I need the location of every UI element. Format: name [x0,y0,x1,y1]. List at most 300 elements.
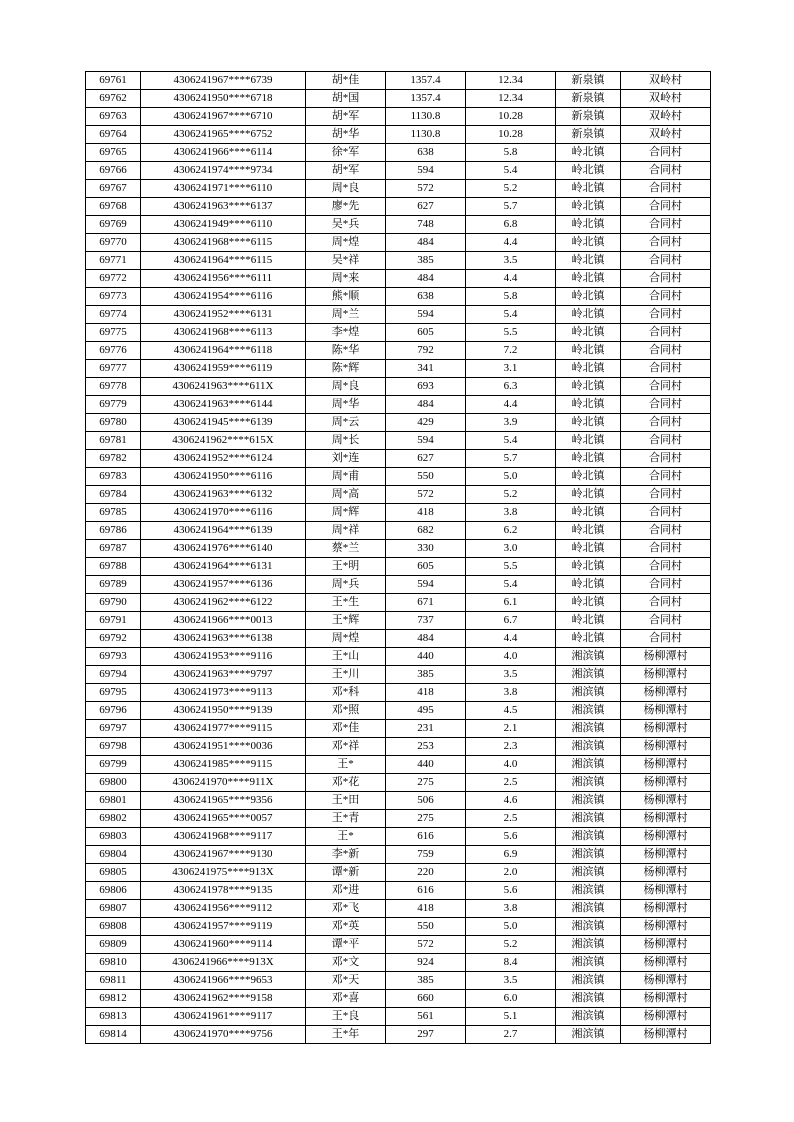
cell-town: 湘滨镇 [556,954,621,972]
cell-amount: 682 [386,522,466,540]
cell-name: 胡*国 [306,90,386,108]
cell-amount: 693 [386,378,466,396]
cell-serial: 69798 [86,738,141,756]
cell-name: 吴*祥 [306,252,386,270]
cell-village: 合同村 [621,504,711,522]
cell-area: 5.4 [466,162,556,180]
cell-area: 2.5 [466,774,556,792]
cell-area: 5.4 [466,576,556,594]
cell-town: 岭北镇 [556,558,621,576]
cell-id-number: 4306241963****6138 [141,630,306,648]
cell-town: 新泉镇 [556,126,621,144]
table-row [86,702,711,720]
cell-amount: 627 [386,198,466,216]
cell-id-number: 4306241964****6131 [141,558,306,576]
cell-area: 5.8 [466,288,556,306]
cell-amount: 253 [386,738,466,756]
cell-id-number: 4306241967****6739 [141,72,306,90]
cell-area: 7.2 [466,342,556,360]
cell-town: 岭北镇 [556,396,621,414]
cell-amount: 1357.4 [386,72,466,90]
cell-id-number: 4306241962****615X [141,432,306,450]
cell-name: 周*高 [306,486,386,504]
cell-village: 双岭村 [621,72,711,90]
cell-amount: 594 [386,306,466,324]
cell-amount: 429 [386,414,466,432]
cell-amount: 605 [386,324,466,342]
cell-town: 岭北镇 [556,180,621,198]
cell-id-number: 4306241953****9116 [141,648,306,666]
cell-town: 新泉镇 [556,72,621,90]
cell-id-number: 4306241968****6113 [141,324,306,342]
table-row [86,828,711,846]
cell-village: 杨柳潭村 [621,828,711,846]
cell-amount: 550 [386,918,466,936]
cell-name: 陈*华 [306,342,386,360]
cell-town: 新泉镇 [556,90,621,108]
cell-town: 湘滨镇 [556,756,621,774]
cell-village: 杨柳潭村 [621,810,711,828]
cell-town: 湘滨镇 [556,684,621,702]
cell-name: 邓*进 [306,882,386,900]
cell-area: 3.0 [466,540,556,558]
cell-area: 6.9 [466,846,556,864]
cell-village: 合同村 [621,378,711,396]
cell-id-number: 4306241973****9113 [141,684,306,702]
table-row [86,792,711,810]
table-row [86,1026,711,1044]
cell-amount: 792 [386,342,466,360]
cell-serial: 69810 [86,954,141,972]
cell-amount: 924 [386,954,466,972]
cell-id-number: 4306241957****6136 [141,576,306,594]
cell-area: 4.0 [466,648,556,666]
cell-name: 邓*花 [306,774,386,792]
cell-amount: 506 [386,792,466,810]
cell-name: 周*兵 [306,576,386,594]
cell-area: 3.1 [466,360,556,378]
cell-area: 5.2 [466,180,556,198]
cell-village: 杨柳潭村 [621,900,711,918]
cell-area: 3.5 [466,252,556,270]
cell-name: 胡*军 [306,108,386,126]
cell-village: 合同村 [621,144,711,162]
table-row [86,432,711,450]
cell-serial: 69809 [86,936,141,954]
cell-town: 湘滨镇 [556,882,621,900]
cell-town: 岭北镇 [556,360,621,378]
cell-serial: 69790 [86,594,141,612]
cell-amount: 418 [386,684,466,702]
cell-area: 4.4 [466,234,556,252]
cell-area: 4.4 [466,630,556,648]
cell-town: 湘滨镇 [556,666,621,684]
cell-village: 杨柳潭村 [621,972,711,990]
cell-amount: 484 [386,270,466,288]
cell-name: 周*长 [306,432,386,450]
cell-area: 5.7 [466,198,556,216]
cell-name: 邓*天 [306,972,386,990]
cell-area: 5.6 [466,882,556,900]
cell-id-number: 4306241968****9117 [141,828,306,846]
cell-serial: 69778 [86,378,141,396]
cell-town: 岭北镇 [556,270,621,288]
cell-town: 岭北镇 [556,504,621,522]
cell-id-number: 4306241967****9130 [141,846,306,864]
cell-id-number: 4306241971****6110 [141,180,306,198]
cell-town: 湘滨镇 [556,774,621,792]
cell-serial: 69780 [86,414,141,432]
table-row [86,756,711,774]
cell-serial: 69799 [86,756,141,774]
cell-village: 杨柳潭村 [621,666,711,684]
table-row [86,720,711,738]
cell-area: 4.5 [466,702,556,720]
cell-amount: 385 [386,972,466,990]
table-row [86,666,711,684]
cell-amount: 616 [386,882,466,900]
cell-village: 杨柳潭村 [621,1026,711,1044]
cell-village: 合同村 [621,324,711,342]
cell-serial: 69779 [86,396,141,414]
cell-id-number: 4306241956****6111 [141,270,306,288]
cell-id-number: 4306241975****913X [141,864,306,882]
table-row [86,504,711,522]
cell-area: 5.5 [466,558,556,576]
cell-area: 2.1 [466,720,556,738]
cell-area: 5.2 [466,936,556,954]
cell-town: 岭北镇 [556,216,621,234]
table-row [86,648,711,666]
cell-amount: 594 [386,576,466,594]
cell-name: 谭*平 [306,936,386,954]
cell-town: 岭北镇 [556,306,621,324]
cell-village: 合同村 [621,558,711,576]
cell-town: 岭北镇 [556,162,621,180]
cell-area: 3.9 [466,414,556,432]
cell-town: 湘滨镇 [556,810,621,828]
cell-name: 王*明 [306,558,386,576]
cell-area: 4.4 [466,396,556,414]
cell-village: 合同村 [621,396,711,414]
cell-name: 周*兰 [306,306,386,324]
cell-area: 5.2 [466,486,556,504]
cell-amount: 1130.8 [386,126,466,144]
table-row [86,306,711,324]
table-row [86,630,711,648]
cell-name: 王*生 [306,594,386,612]
cell-serial: 69792 [86,630,141,648]
cell-amount: 638 [386,288,466,306]
cell-area: 6.1 [466,594,556,612]
cell-serial: 69797 [86,720,141,738]
cell-amount: 484 [386,234,466,252]
cell-village: 杨柳潭村 [621,918,711,936]
table-row [86,126,711,144]
cell-name: 王*川 [306,666,386,684]
cell-serial: 69763 [86,108,141,126]
cell-area: 3.8 [466,684,556,702]
cell-area: 6.2 [466,522,556,540]
cell-village: 合同村 [621,630,711,648]
cell-amount: 748 [386,216,466,234]
cell-serial: 69769 [86,216,141,234]
cell-id-number: 4306241959****6119 [141,360,306,378]
cell-amount: 594 [386,432,466,450]
cell-amount: 759 [386,846,466,864]
cell-name: 周*甫 [306,468,386,486]
cell-amount: 440 [386,756,466,774]
cell-id-number: 4306241963****6144 [141,396,306,414]
cell-id-number: 4306241950****6718 [141,90,306,108]
cell-town: 岭北镇 [556,522,621,540]
cell-town: 湘滨镇 [556,648,621,666]
cell-name: 李*煌 [306,324,386,342]
cell-serial: 69787 [86,540,141,558]
cell-name: 邓*佳 [306,720,386,738]
cell-name: 邓*科 [306,684,386,702]
cell-amount: 275 [386,810,466,828]
table-row [86,774,711,792]
cell-amount: 1357.4 [386,90,466,108]
cell-area: 3.8 [466,900,556,918]
cell-id-number: 4306241976****6140 [141,540,306,558]
cell-name: 周*辉 [306,504,386,522]
cell-name: 王*辉 [306,612,386,630]
cell-serial: 69774 [86,306,141,324]
table-row [86,198,711,216]
cell-id-number: 4306241970****6116 [141,504,306,522]
cell-serial: 69805 [86,864,141,882]
cell-village: 杨柳潭村 [621,1008,711,1026]
cell-serial: 69793 [86,648,141,666]
table-row [86,144,711,162]
cell-serial: 69786 [86,522,141,540]
cell-name: 熊*顺 [306,288,386,306]
cell-town: 岭北镇 [556,144,621,162]
table-row [86,216,711,234]
cell-town: 岭北镇 [556,252,621,270]
cell-village: 合同村 [621,216,711,234]
cell-amount: 671 [386,594,466,612]
cell-id-number: 4306241949****6110 [141,216,306,234]
cell-town: 岭北镇 [556,540,621,558]
table-row [86,954,711,972]
cell-village: 合同村 [621,162,711,180]
cell-town: 湘滨镇 [556,972,621,990]
cell-serial: 69782 [86,450,141,468]
cell-id-number: 4306241963****9797 [141,666,306,684]
cell-area: 12.34 [466,90,556,108]
cell-village: 杨柳潭村 [621,738,711,756]
cell-area: 10.28 [466,126,556,144]
table-row [86,900,711,918]
cell-town: 新泉镇 [556,108,621,126]
cell-area: 5.5 [466,324,556,342]
cell-village: 合同村 [621,594,711,612]
cell-town: 湘滨镇 [556,738,621,756]
cell-village: 合同村 [621,576,711,594]
table-row [86,882,711,900]
cell-village: 合同村 [621,540,711,558]
cell-serial: 69771 [86,252,141,270]
cell-name: 王* [306,756,386,774]
cell-village: 合同村 [621,450,711,468]
cell-serial: 69762 [86,90,141,108]
cell-serial: 69761 [86,72,141,90]
cell-amount: 572 [386,936,466,954]
cell-id-number: 4306241963****6137 [141,198,306,216]
cell-name: 周*良 [306,378,386,396]
table-row [86,324,711,342]
cell-area: 10.28 [466,108,556,126]
cell-amount: 550 [386,468,466,486]
table-row [86,738,711,756]
cell-village: 合同村 [621,180,711,198]
cell-id-number: 4306241962****6122 [141,594,306,612]
table-row [86,342,711,360]
table-row [86,360,711,378]
cell-name: 刘*连 [306,450,386,468]
cell-area: 2.5 [466,810,556,828]
cell-town: 岭北镇 [556,378,621,396]
cell-area: 2.3 [466,738,556,756]
cell-town: 湘滨镇 [556,936,621,954]
cell-amount: 594 [386,162,466,180]
cell-area: 5.6 [466,828,556,846]
cell-serial: 69770 [86,234,141,252]
cell-id-number: 4306241945****6139 [141,414,306,432]
cell-village: 杨柳潭村 [621,990,711,1008]
cell-village: 合同村 [621,198,711,216]
cell-village: 杨柳潭村 [621,648,711,666]
table-row [86,180,711,198]
cell-serial: 69784 [86,486,141,504]
cell-amount: 627 [386,450,466,468]
cell-amount: 572 [386,486,466,504]
cell-village: 合同村 [621,288,711,306]
cell-village: 双岭村 [621,90,711,108]
cell-amount: 440 [386,648,466,666]
cell-village: 合同村 [621,252,711,270]
cell-id-number: 4306241966****9653 [141,972,306,990]
cell-id-number: 4306241970****9756 [141,1026,306,1044]
cell-serial: 69800 [86,774,141,792]
table-row [86,936,711,954]
cell-name: 胡*军 [306,162,386,180]
cell-town: 岭北镇 [556,576,621,594]
cell-id-number: 4306241967****6710 [141,108,306,126]
cell-town: 湘滨镇 [556,990,621,1008]
cell-town: 岭北镇 [556,612,621,630]
cell-serial: 69788 [86,558,141,576]
cell-town: 湘滨镇 [556,702,621,720]
table-row [86,990,711,1008]
cell-town: 湘滨镇 [556,900,621,918]
cell-serial: 69813 [86,1008,141,1026]
cell-area: 4.4 [466,270,556,288]
cell-town: 岭北镇 [556,414,621,432]
cell-id-number: 4306241962****9158 [141,990,306,1008]
cell-serial: 69775 [86,324,141,342]
cell-amount: 418 [386,900,466,918]
table-row [86,558,711,576]
cell-serial: 69796 [86,702,141,720]
table-row [86,540,711,558]
cell-name: 胡*华 [306,126,386,144]
cell-id-number: 4306241974****9734 [141,162,306,180]
cell-town: 湘滨镇 [556,846,621,864]
cell-area: 3.8 [466,504,556,522]
cell-amount: 616 [386,828,466,846]
cell-name: 王*山 [306,648,386,666]
cell-name: 邓*喜 [306,990,386,1008]
cell-town: 岭北镇 [556,486,621,504]
cell-amount: 561 [386,1008,466,1026]
cell-area: 3.5 [466,666,556,684]
cell-amount: 495 [386,702,466,720]
cell-serial: 69808 [86,918,141,936]
cell-name: 蔡*兰 [306,540,386,558]
cell-village: 双岭村 [621,108,711,126]
cell-village: 杨柳潭村 [621,756,711,774]
cell-serial: 69776 [86,342,141,360]
cell-id-number: 4306241950****9139 [141,702,306,720]
cell-village: 杨柳潭村 [621,702,711,720]
cell-serial: 69794 [86,666,141,684]
cell-town: 岭北镇 [556,234,621,252]
table-row [86,972,711,990]
cell-area: 4.0 [466,756,556,774]
cell-area: 8.4 [466,954,556,972]
cell-serial: 69781 [86,432,141,450]
cell-amount: 297 [386,1026,466,1044]
cell-name: 周*祥 [306,522,386,540]
cell-id-number: 4306241970****911X [141,774,306,792]
cell-town: 岭北镇 [556,432,621,450]
data-table [85,71,711,1044]
cell-name: 胡*佳 [306,72,386,90]
cell-town: 岭北镇 [556,198,621,216]
cell-area: 5.4 [466,306,556,324]
cell-amount: 330 [386,540,466,558]
cell-village: 合同村 [621,234,711,252]
table-row [86,864,711,882]
cell-area: 5.0 [466,918,556,936]
cell-village: 杨柳潭村 [621,792,711,810]
cell-serial: 69767 [86,180,141,198]
table-row [86,1008,711,1026]
cell-village: 杨柳潭村 [621,882,711,900]
cell-id-number: 4306241951****0036 [141,738,306,756]
table-row [86,234,711,252]
cell-area: 6.0 [466,990,556,1008]
cell-area: 5.0 [466,468,556,486]
cell-serial: 69785 [86,504,141,522]
cell-id-number: 4306241964****6118 [141,342,306,360]
table-row [86,378,711,396]
cell-id-number: 4306241977****9115 [141,720,306,738]
cell-town: 岭北镇 [556,288,621,306]
cell-amount: 385 [386,666,466,684]
table-row [86,450,711,468]
cell-name: 陈*辉 [306,360,386,378]
cell-name: 周*煌 [306,234,386,252]
cell-name: 王*田 [306,792,386,810]
cell-village: 合同村 [621,270,711,288]
cell-name: 王*年 [306,1026,386,1044]
cell-area: 5.4 [466,432,556,450]
